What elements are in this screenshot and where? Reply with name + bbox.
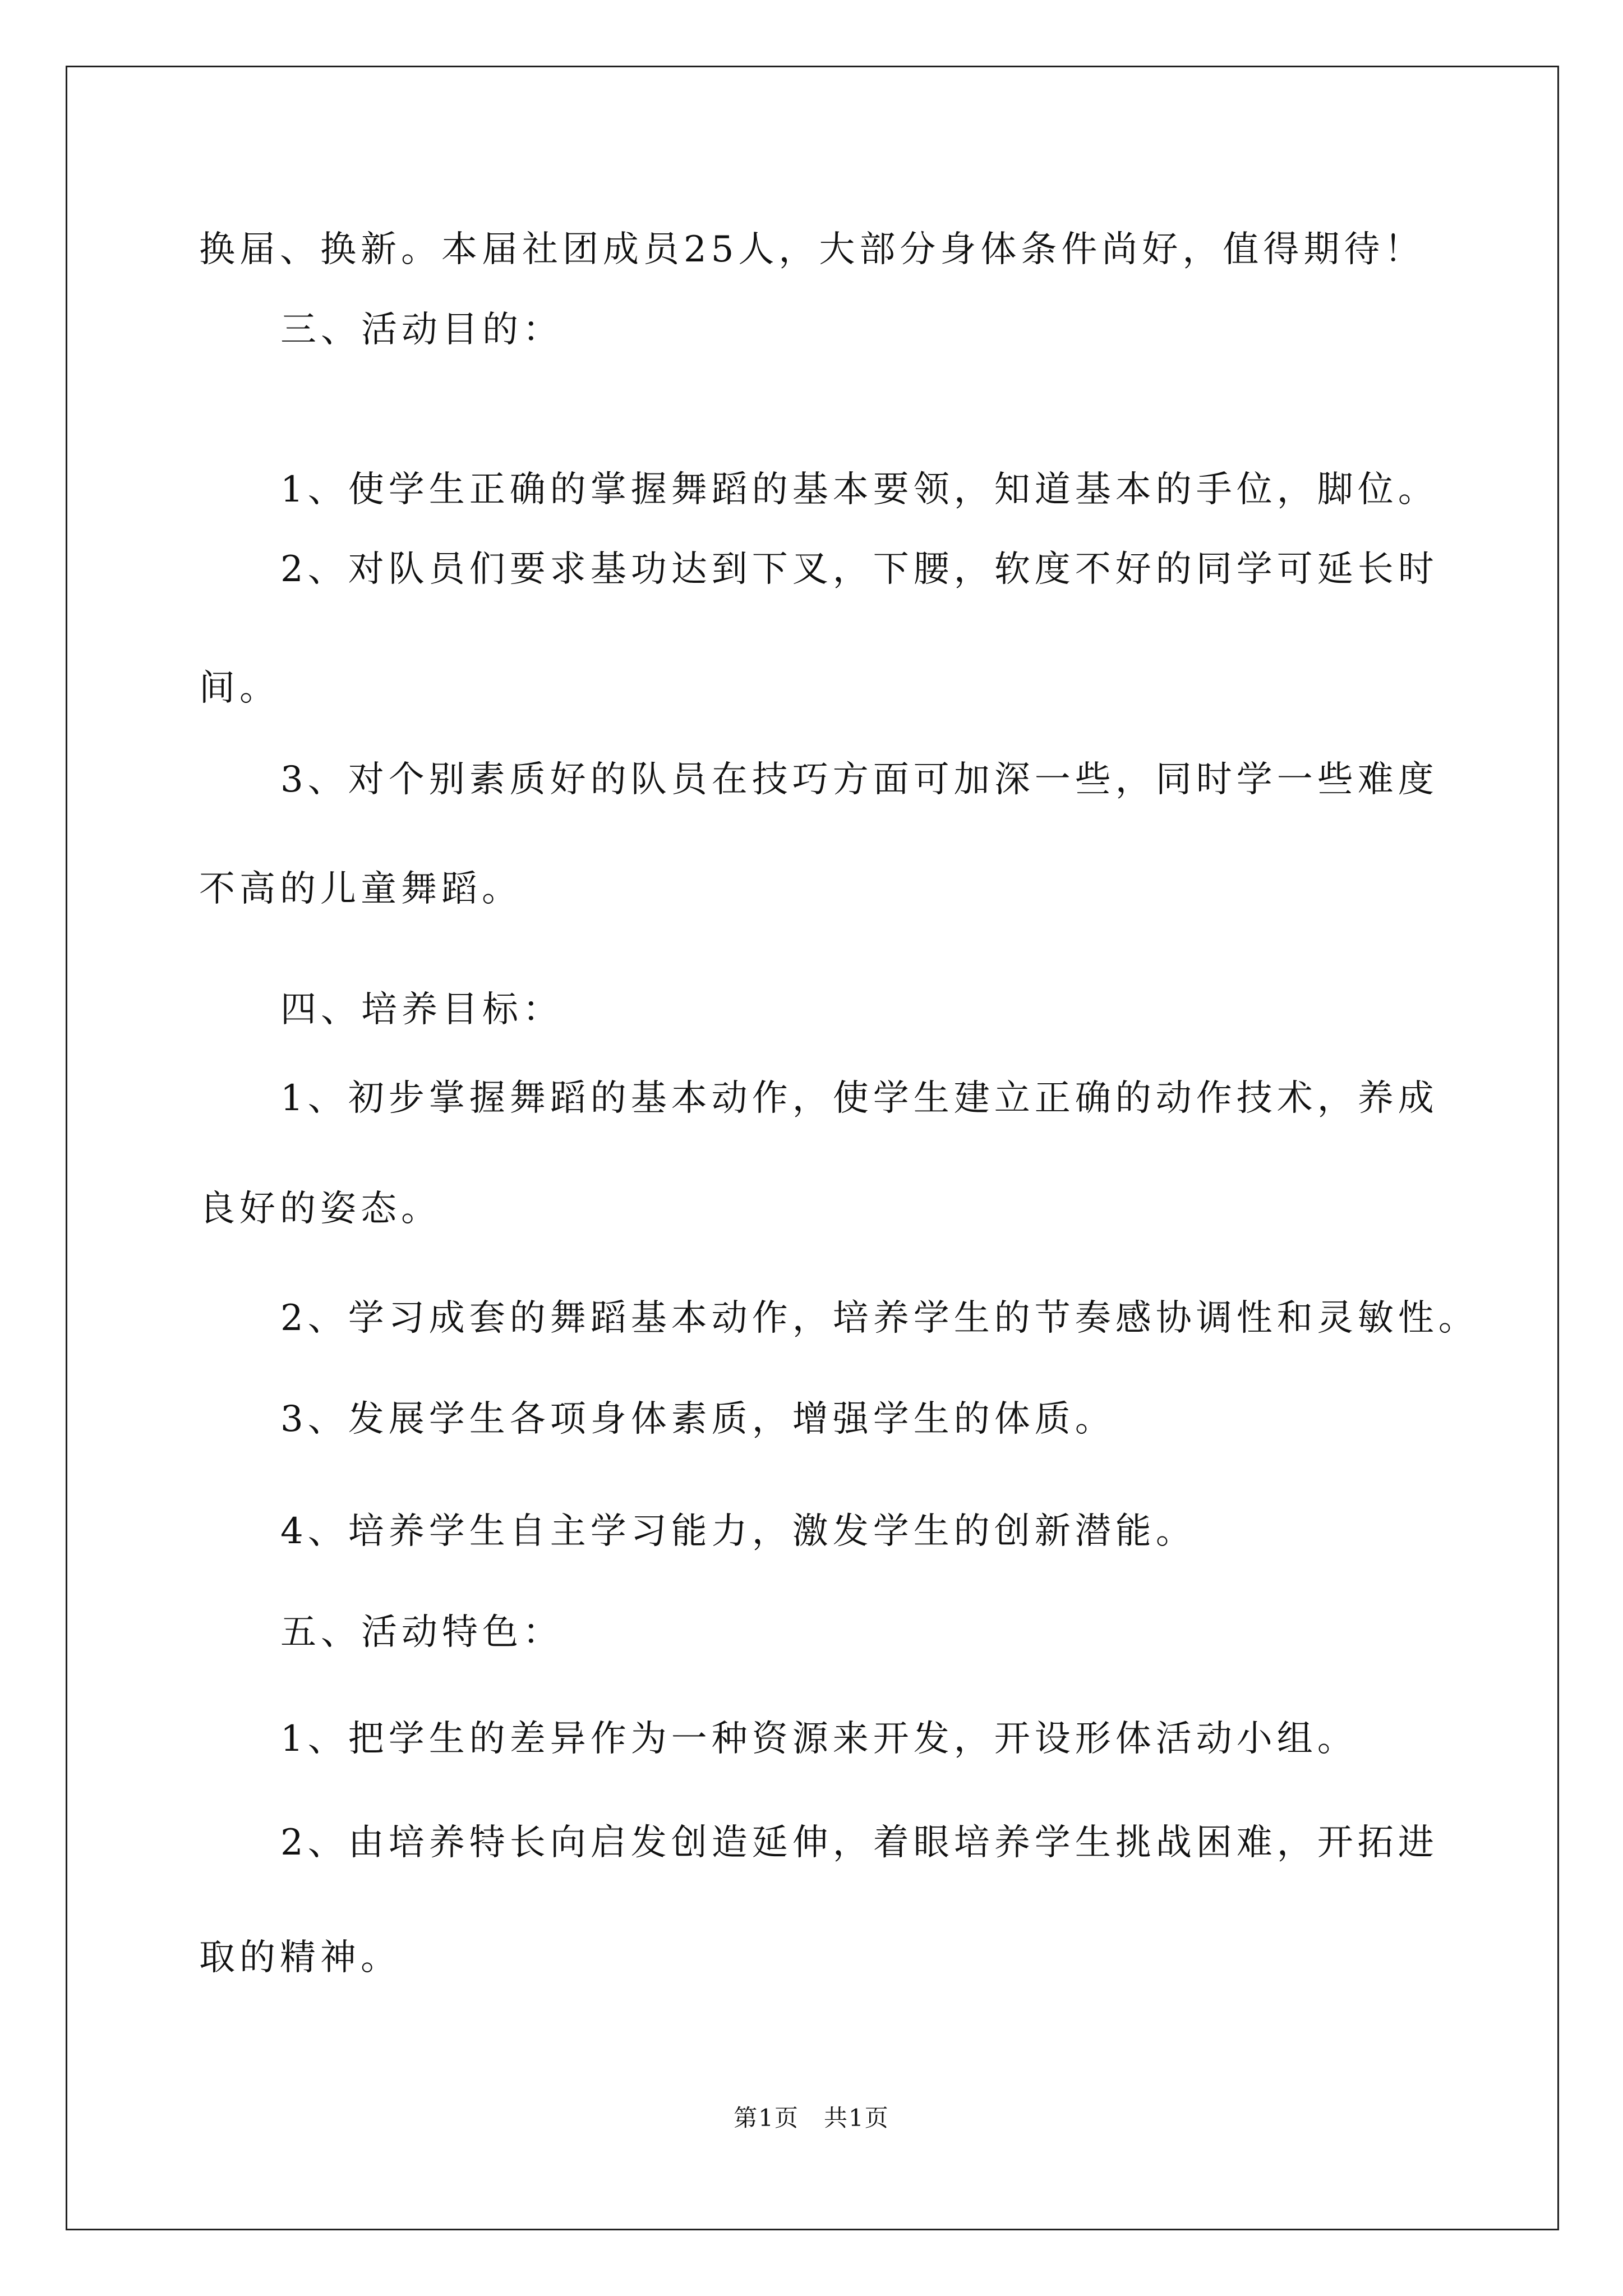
list-item-training-2: 2、学习成套的舞蹈基本动作，培养学生的节奏感协调性和灵敏性。 [280, 1297, 1479, 1339]
list-item-goal-2-continuation: 间。 [199, 668, 280, 709]
list-item-training-1-continuation: 良好的姿态。 [199, 1188, 441, 1230]
page-border [66, 66, 1559, 2230]
list-item-goal-3: 3、对个别素质好的队员在技巧方面可加深一些，同时学一些难度 [280, 759, 1438, 800]
page-number-footer: 第1页 共1页 [734, 2104, 889, 2132]
section-heading-training-goals: 四、培养目标： [280, 989, 563, 1030]
list-item-feature-2: 2、由培养特长向启发创造延伸，着眼培养学生挑战困难，开拓进 [280, 1822, 1438, 1864]
text-line-continuation: 换届、换新。本届社团成员25人，大部分身体条件尚好，值得期待！ [199, 229, 1425, 270]
list-item-training-3: 3、发展学生各项身体素质，增强学生的体质。 [280, 1398, 1115, 1440]
section-heading-activity-goals: 三、活动目的： [280, 309, 563, 351]
list-item-training-4: 4、培养学生自主学习能力，激发学生的创新潜能。 [280, 1511, 1196, 1552]
list-item-feature-2-continuation: 取的精神。 [199, 1937, 401, 1978]
list-item-feature-1: 1、把学生的差异作为一种资源来开发，开设形体活动小组。 [280, 1718, 1358, 1760]
list-item-goal-3-continuation: 不高的儿童舞蹈。 [199, 868, 522, 910]
list-item-goal-1: 1、使学生正确的掌握舞蹈的基本要领，知道基本的手位，脚位。 [280, 469, 1438, 510]
section-heading-activity-features: 五、活动特色： [280, 1612, 563, 1653]
list-item-goal-2: 2、对队员们要求基功达到下叉，下腰，软度不好的同学可延长时 [280, 549, 1438, 590]
list-item-training-1: 1、初步掌握舞蹈的基本动作，使学生建立正确的动作技术，养成 [280, 1078, 1438, 1119]
